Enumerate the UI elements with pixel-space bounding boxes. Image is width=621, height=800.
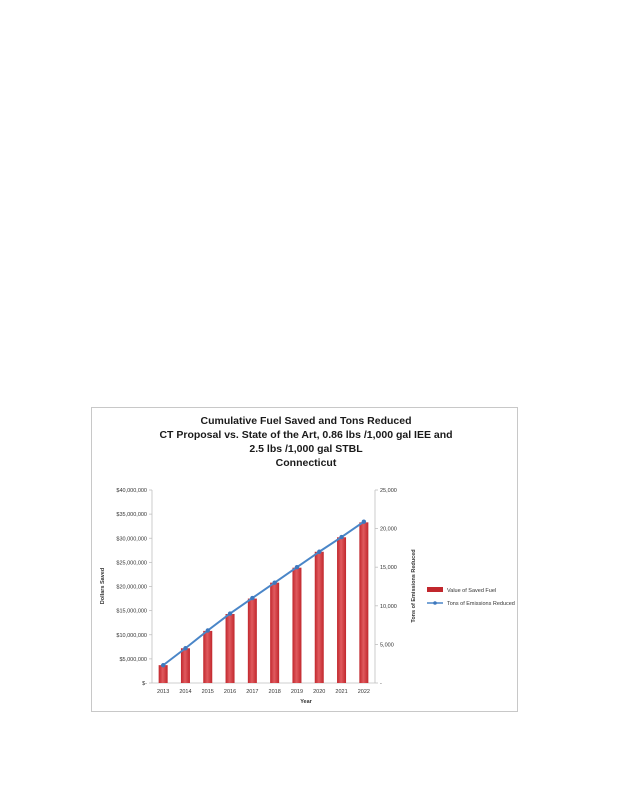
legend-label-emissions: Tons of Emissions Reduced (447, 601, 515, 607)
y-tick-label: $30,000,000 (116, 536, 147, 543)
chart-title-line-1: Cumulative Fuel Saved and Tons Reduced (200, 415, 412, 427)
y-tick-label: $35,000,000 (116, 512, 147, 519)
emissions-point-2016 (228, 611, 232, 615)
bar-2014 (181, 648, 190, 683)
y2-tick-label: - (380, 681, 382, 687)
x-axis-ticks (157, 689, 370, 695)
emissions-point-2017 (250, 596, 254, 600)
x-tick-label: 2017 (246, 689, 259, 695)
bar-2022 (359, 522, 368, 683)
emissions-point-2022 (362, 519, 366, 523)
chart-title-line-2: CT Proposal vs. State of the Art, 0.86 lbs /1,000 gal IEE and (159, 429, 453, 441)
y2-tick-label: 20,000 (380, 526, 397, 533)
bar-2020 (315, 552, 324, 683)
chart-frame (91, 407, 518, 712)
x-tick-label: 2015 (201, 689, 214, 695)
emissions-point-2014 (183, 646, 187, 650)
y2-axis-ticks (375, 488, 397, 687)
x-tick-label: 2020 (313, 689, 326, 695)
emissions-point-2020 (317, 550, 321, 554)
legend-marker-emissions (433, 601, 437, 605)
y-tick-label: $25,000,000 (116, 560, 147, 567)
y2-tick-label: 25,000 (380, 488, 397, 494)
y2-tick-label: 10,000 (380, 603, 397, 610)
legend-swatch-saved-fuel (427, 587, 443, 592)
y2-axis-title: Tons of Emissions Reduced (411, 549, 417, 623)
x-tick-label: 2021 (335, 689, 348, 695)
x-tick-label: 2019 (290, 689, 304, 695)
y-axis-title: Dollars Saved (100, 567, 106, 605)
legend-label-saved-fuel: Value of Saved Fuel (447, 588, 497, 594)
emissions-point-2013 (161, 663, 165, 667)
line-series (161, 519, 366, 667)
x-tick-label: 2018 (268, 689, 281, 695)
chart-title-line-4: Connecticut (275, 457, 337, 469)
emissions-point-2019 (295, 565, 299, 569)
bar-2017 (248, 599, 257, 683)
bar-2021 (337, 537, 346, 683)
x-tick-label: 2016 (223, 689, 237, 695)
y-axis-ticks (116, 488, 152, 687)
y2-tick-label: 5,000 (380, 642, 394, 649)
x-tick-label: 2014 (179, 689, 192, 695)
y-tick-label: $40,000,000 (116, 488, 147, 494)
bar-2013 (159, 665, 168, 683)
bar-2018 (270, 583, 279, 683)
chart-svg (92, 408, 519, 713)
x-tick-label: 2013 (157, 689, 170, 695)
emissions-point-2015 (206, 628, 210, 632)
legend (427, 587, 515, 607)
y-tick-label: $5,000,000 (119, 656, 147, 663)
emissions-point-2018 (272, 580, 276, 584)
y-tick-label: $20,000,000 (116, 584, 147, 591)
bar-series (159, 522, 369, 683)
y2-tick-label: 15,000 (380, 565, 397, 572)
chart-title-line-3: 2.5 lbs /1,000 gal STBL (249, 443, 363, 455)
x-axis-title: Year (300, 699, 312, 705)
emissions-point-2021 (339, 535, 343, 539)
bar-2016 (226, 614, 235, 683)
emissions-line (163, 522, 364, 666)
y-tick-label: $10,000,000 (116, 632, 147, 639)
bar-2019 (292, 568, 301, 683)
chart-title (159, 415, 452, 469)
x-tick-label: 2022 (357, 689, 370, 695)
y-tick-label: $- (142, 681, 147, 687)
bar-2015 (203, 631, 212, 683)
y-tick-label: $15,000,000 (116, 608, 147, 615)
